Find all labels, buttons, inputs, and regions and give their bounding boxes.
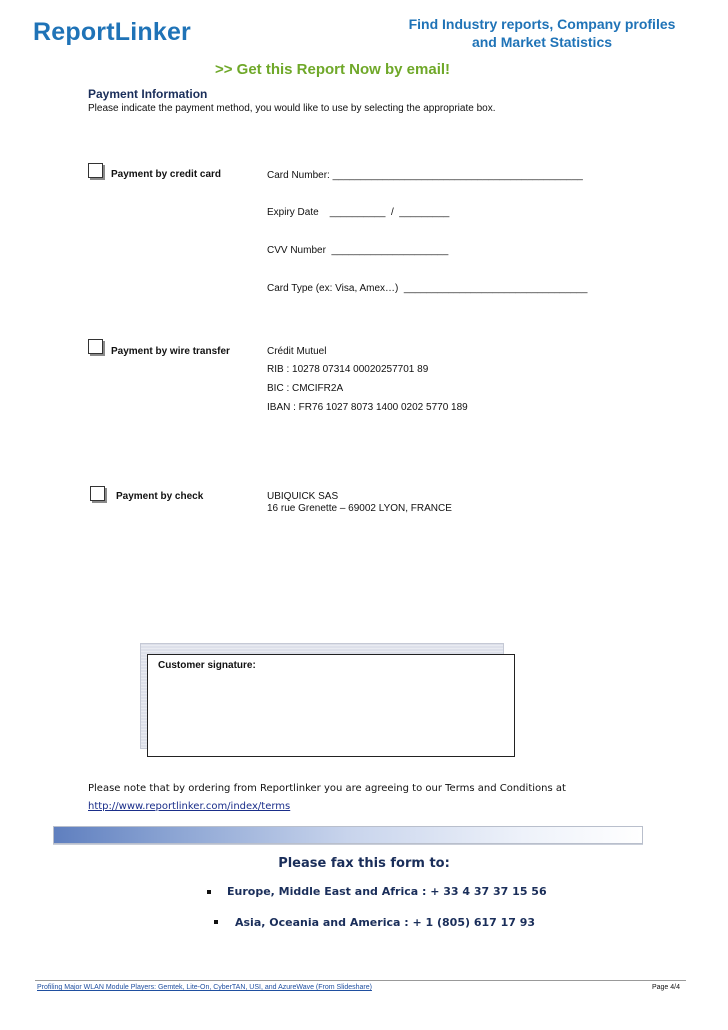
decorative-gradient-bar [53,826,643,844]
payment-instruction: Please indicate the payment method, you would like to use by selecting the appropriate box. [88,103,496,114]
check-label: Payment by check [116,491,204,502]
header-tagline [376,15,708,51]
wire-transfer-checkbox[interactable] [88,339,103,354]
credit-card-checkbox[interactable] [88,163,103,178]
credit-card-label: Payment by credit card [111,169,222,180]
iban-number: IBAN : FR76 1027 8073 1400 0202 5770 189 [267,402,468,413]
get-report-link[interactable]: >> Get this Report Now by email! [214,61,451,78]
check-company: UBIQUICK SAS [267,491,339,502]
footer-divider [35,980,686,981]
fax-asia: Asia, Oceania and America : + 1 (805) 617 17 93 [235,916,536,929]
footer-report-title[interactable]: Profiling Major WLAN Module Players: Gemtek, Lite-On, CyberTAN, USI, and AzureWave (From Slideshare) [37,984,372,991]
bullet-icon [207,890,211,894]
wire-transfer-label: Payment by wire transfer [111,346,230,357]
cvv-number-field[interactable]: CVV Number _____________________ [267,245,449,256]
fax-europe: Europe, Middle East and Africa : + 33 4 37 37 15 56 [227,885,547,898]
terms-note: Please note that by ordering from Reportlinker you are agreeing to our Terms and Conditions at [88,783,566,794]
tagline-line-2: and Market Statistics [471,34,613,50]
payment-information-heading: Payment Information [88,87,208,101]
fax-title: Please fax this form to: [278,856,450,871]
rib-number: RIB : 10278 07314 00020257701 89 [267,364,429,375]
page-number: Page 4/4 [651,984,680,991]
divider [53,844,643,845]
expiry-date-field[interactable]: Expiry Date __________ / _________ [267,207,450,218]
terms-link[interactable]: http://www.reportlinker.com/index/terms [88,801,291,812]
check-address: 16 rue Grenette – 69002 LYON, FRANCE [267,503,452,514]
bic-code: BIC : CMCIFR2A [267,383,344,394]
check-checkbox[interactable] [90,486,105,501]
card-number-field[interactable]: Card Number: _____________________________________________ [267,170,583,181]
bank-name: Crédit Mutuel [267,346,327,357]
tagline-line-1: Find Industry reports, Company profiles [408,16,676,32]
reportlinker-logo[interactable]: ReportLinker [33,18,191,46]
bullet-icon [214,920,218,924]
signature-label: Customer signature: [158,660,256,671]
card-type-field[interactable]: Card Type (ex: Visa, Amex…) _________________________________ [267,283,588,294]
